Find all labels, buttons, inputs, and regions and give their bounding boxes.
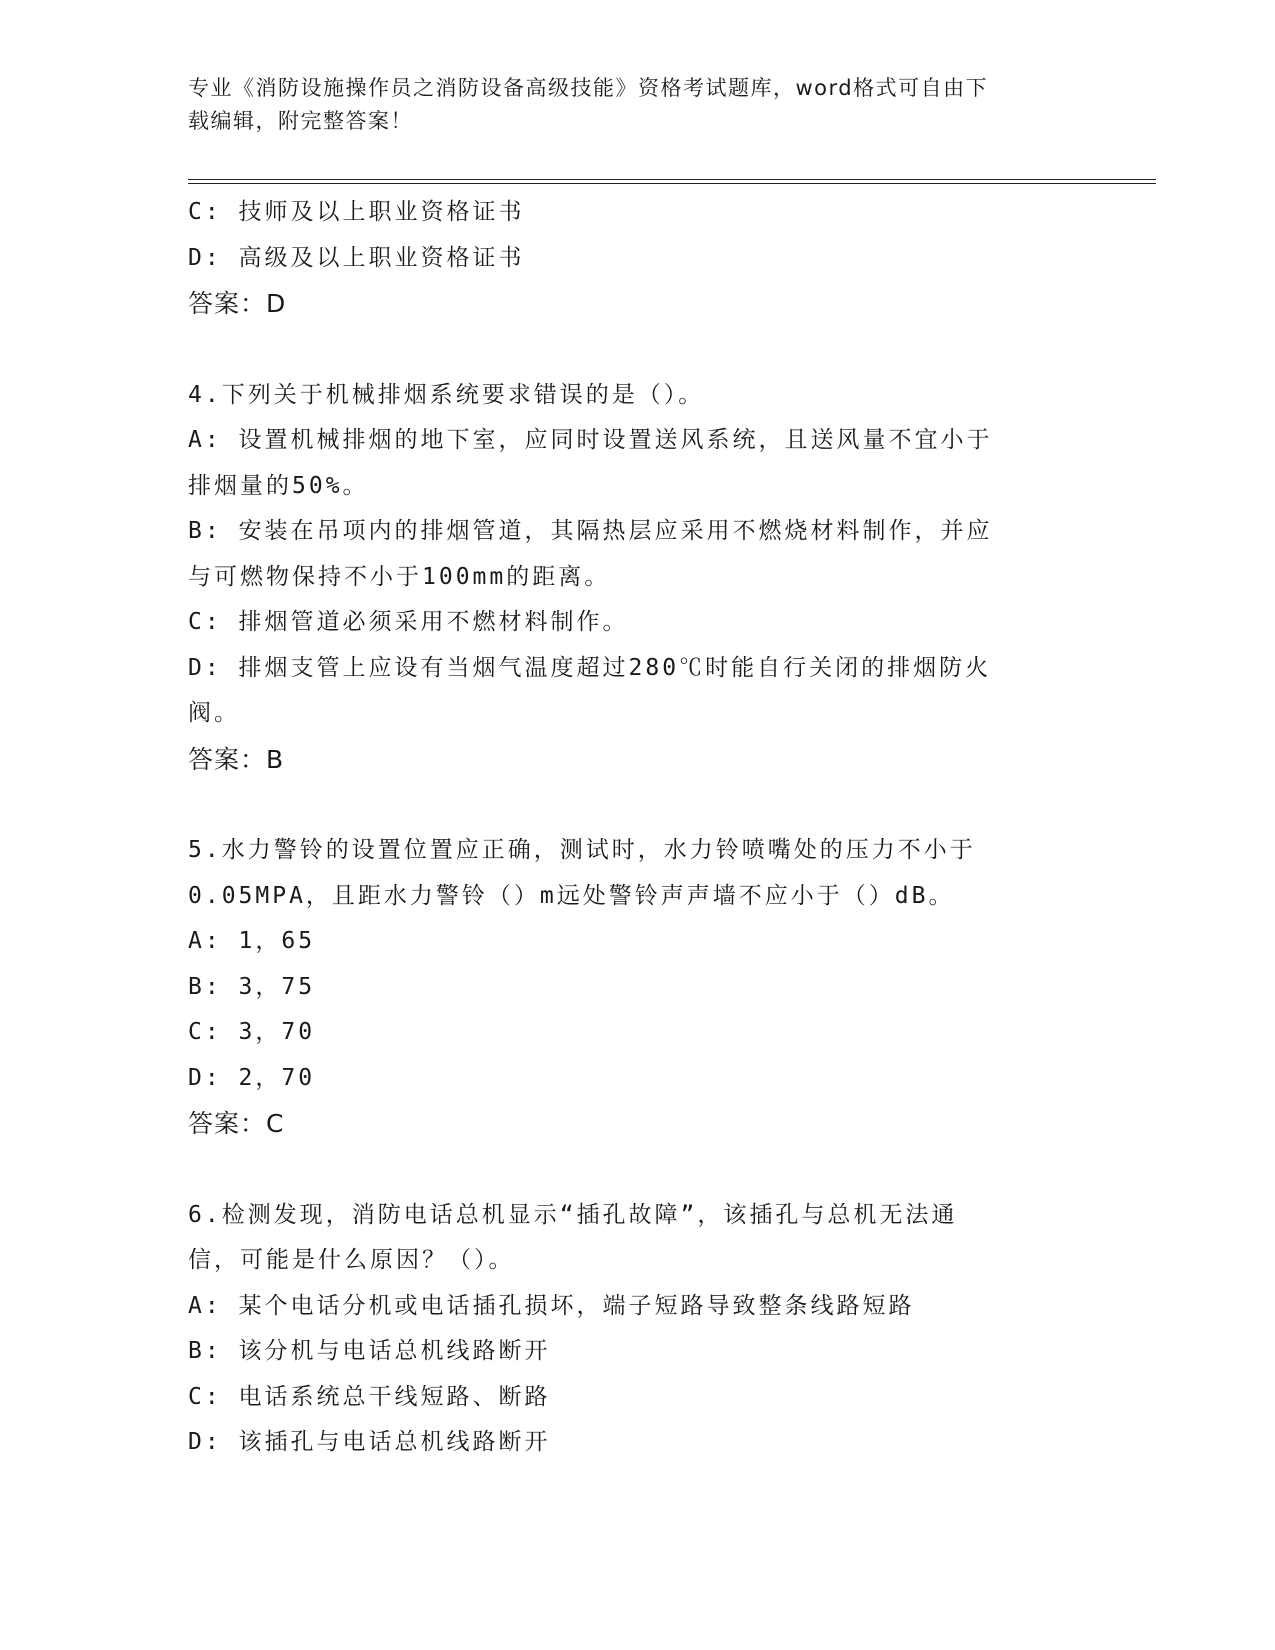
q4-option-a-line-1: A: 设置机械排烟的地下室，应同时设置送风系统，且送风量不宜小于	[188, 427, 993, 453]
q4-stem: 4.下列关于机械排烟系统要求错误的是（）。	[188, 381, 705, 408]
question-6	[188, 1193, 1088, 1466]
header-divider-bottom	[188, 183, 1156, 184]
header-line-1: 专业《消防设施操作员之消防设备高级技能》资格考试题库，word格式可自由下	[188, 76, 989, 100]
q5-option-b: B: 3，75	[188, 973, 316, 1000]
q4-option-c: C: 排烟管道必须采用不燃材料制作。	[188, 609, 629, 635]
q4-option-a-line-2: 排烟量的50%。	[188, 472, 369, 499]
q4-option-b-line-2: 与可燃物保持不小于100mm的距离。	[188, 563, 611, 590]
question-5	[188, 828, 1088, 1147]
q4-answer: 答案：B	[188, 744, 285, 774]
document-header	[188, 72, 1068, 138]
q5-stem-line-2: 0.05MPA，且距水力警铃（）m远处警铃声声墙不应小于（）dB。	[188, 882, 955, 909]
q6-option-a: A: 某个电话分机或电话插孔损坏，端子短路导致整条线路短路	[188, 1292, 915, 1319]
header-divider-top	[188, 179, 1156, 180]
header-line-2: 载编辑，附完整答案！	[188, 109, 413, 133]
q3-option-d: D: 高级及以上职业资格证书	[188, 244, 525, 271]
q6-option-d: D: 该插孔与电话总机线路断开	[188, 1429, 551, 1455]
question-4	[188, 373, 1088, 783]
q6-option-c: C: 电话系统总干线短路、断路	[188, 1383, 551, 1410]
question-3	[188, 190, 1088, 327]
q3-option-c: C: 技师及以上职业资格证书	[188, 199, 525, 225]
spacer	[188, 327, 1088, 373]
spacer	[188, 1147, 1088, 1193]
q5-option-a: A: 1，65	[188, 928, 316, 954]
q4-option-d-line-2: 阀。	[188, 700, 240, 726]
q5-stem-line-1: 5.水力警铃的设置位置应正确，测试时，水力铃喷嘴处的压力不小于	[188, 837, 976, 863]
q5-option-c: C: 3，70	[188, 1019, 316, 1045]
q6-option-b: B: 该分机与电话总机线路断开	[188, 1338, 551, 1364]
question-list	[188, 190, 1088, 1466]
q4-option-d-line-1: D: 排烟支管上应设有当烟气温度超过280℃时能自行关闭的排烟防火	[188, 654, 992, 681]
q5-option-d: D: 2，70	[188, 1064, 316, 1091]
q3-answer: 答案：D	[188, 289, 287, 318]
spacer	[188, 782, 1088, 828]
q4-option-b-line-1: B: 安装在吊项内的排烟管道，其隔热层应采用不燃烧材料制作，并应	[188, 518, 993, 544]
q6-stem-line-2: 信，可能是什么原因？（）。	[188, 1247, 515, 1273]
q5-answer: 答案：C	[188, 1109, 285, 1138]
q6-stem-line-1: 6.检测发现，消防电话总机显示“插孔故障”，该插孔与总机无法通	[188, 1201, 958, 1228]
